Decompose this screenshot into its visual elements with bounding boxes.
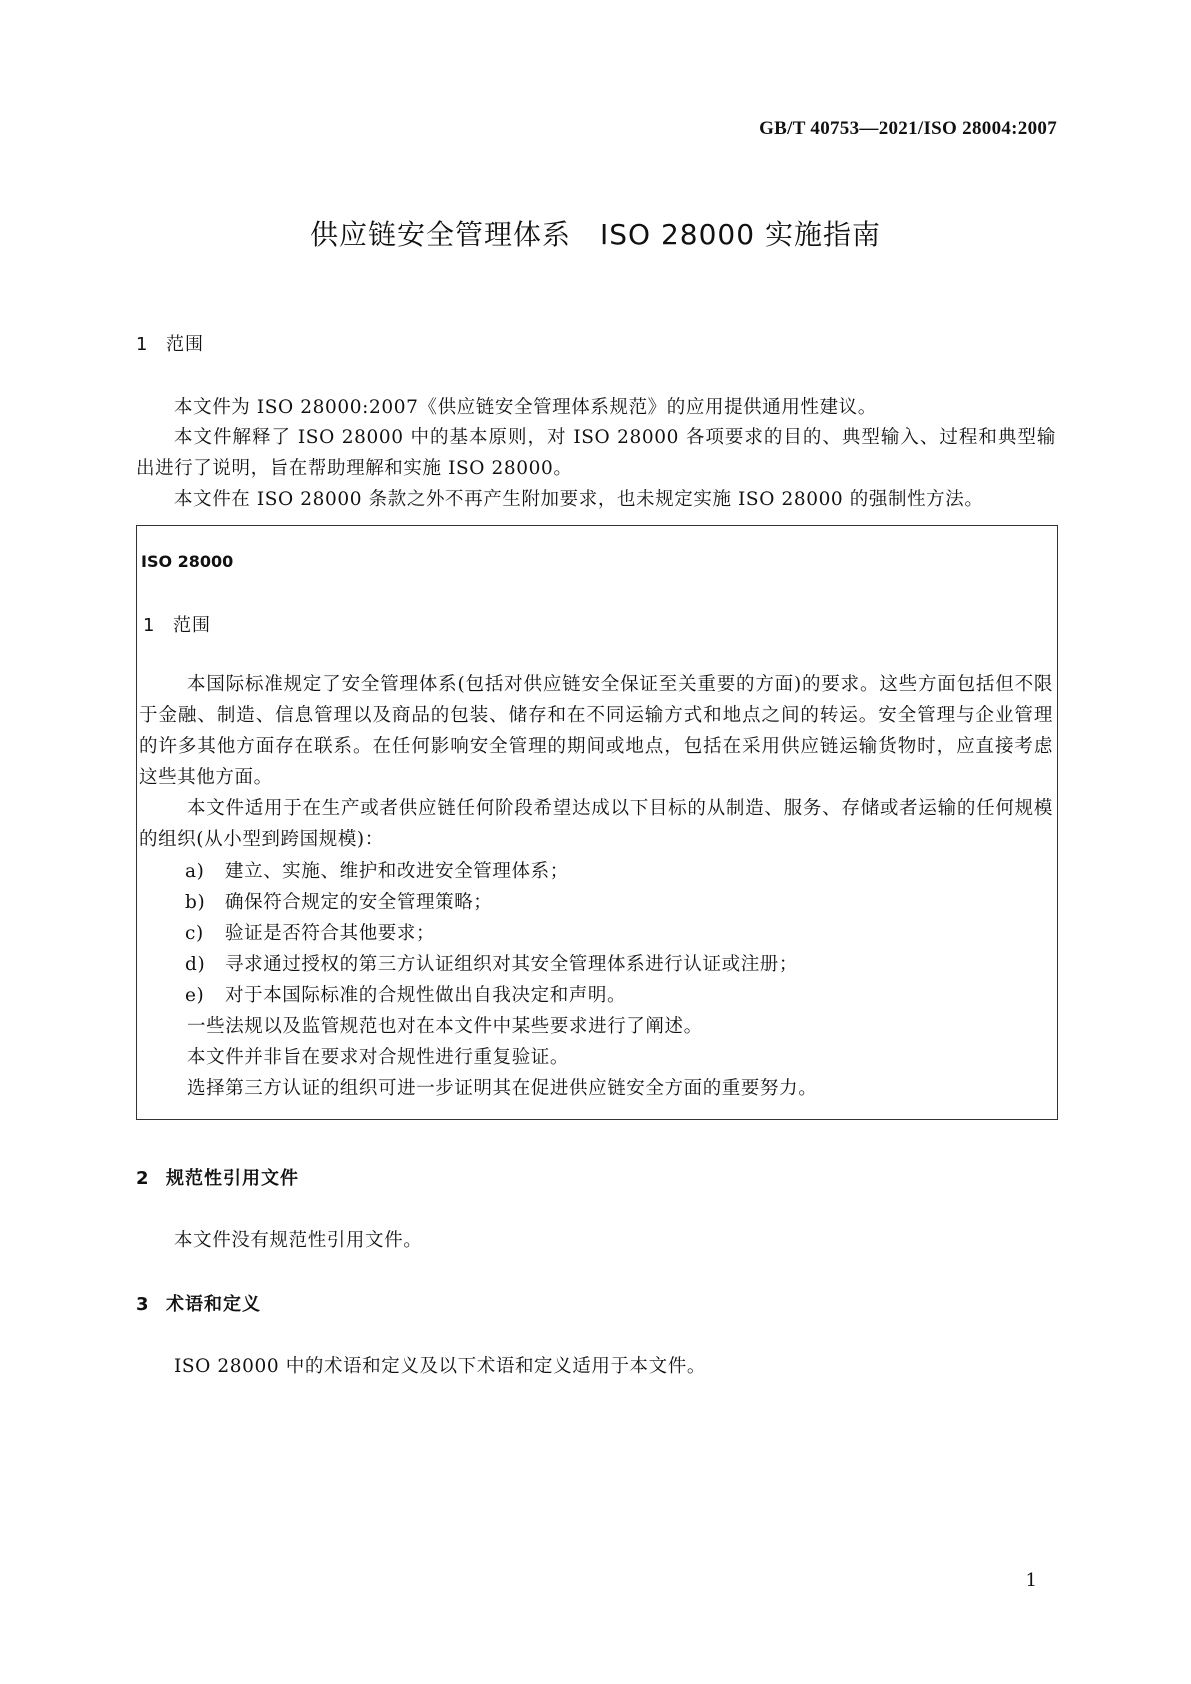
section-1-paragraph-2: 本文件解释了 ISO 28000 中的基本原则，对 ISO 28000 各项要求的目的、典型输入、过程和典型输出进行了说明，旨在帮助理解和实施 ISO 28000。	[136, 427, 1056, 479]
list-marker: c)	[185, 923, 204, 944]
section-3-paragraph: ISO 28000 中的术语和定义及以下术语和定义适用于本文件。	[174, 1356, 706, 1377]
list-marker: b)	[185, 892, 206, 913]
section-1-title: 范围	[166, 334, 204, 355]
section-2-title: 规范性引用文件	[166, 1168, 299, 1189]
list-item-text: 确保符合规定的安全管理策略；	[225, 892, 493, 913]
list-marker: e)	[185, 985, 205, 1006]
list-item	[185, 980, 798, 1011]
list-marker: d)	[185, 954, 206, 975]
document-code: GB/T 40753—2021/ISO 28004:2007	[759, 118, 1057, 139]
section-3-heading	[136, 1290, 261, 1316]
list-item	[185, 918, 798, 949]
iso-excerpt-line-3: 选择第三方认证的组织可进一步证明其在促进供应链安全方面的重要努力。	[187, 1078, 818, 1099]
list-item-text: 验证是否符合其他要求；	[225, 923, 436, 944]
section-1-paragraph-1: 本文件为 ISO 28000:2007《供应链安全管理体系规范》的应用提供通用性建议。	[174, 397, 877, 418]
document-title: 供应链安全管理体系 ISO 28000 实施指南	[310, 218, 881, 251]
iso-excerpt-objectives-list	[185, 856, 798, 1011]
list-item	[185, 887, 798, 918]
list-marker: a)	[185, 861, 205, 882]
list-item	[185, 949, 798, 980]
section-3-title: 术语和定义	[166, 1294, 261, 1315]
iso-excerpt-line-2: 本文件并非旨在要求对合规性进行重复验证。	[187, 1047, 570, 1068]
iso-excerpt-heading-number: 1	[143, 615, 156, 636]
list-item	[185, 856, 798, 887]
iso-excerpt-line-1: 一些法规以及监管规范也对在本文件中某些要求进行了阐述。	[187, 1016, 703, 1037]
iso-excerpt-label: ISO 28000	[141, 552, 234, 571]
section-2-heading	[136, 1164, 299, 1190]
iso-excerpt-box	[136, 525, 1058, 1120]
list-item-text: 建立、实施、维护和改进安全管理体系；	[225, 861, 569, 882]
section-2-paragraph: 本文件没有规范性引用文件。	[174, 1230, 423, 1251]
iso-excerpt-paragraph-2: 本文件适用于在生产或者供应链任何阶段希望达成以下目标的从制造、服务、存储或者运输的任何规模的组织(从小型到跨国规模)：	[139, 798, 1053, 850]
page-number: 1	[1025, 1570, 1037, 1591]
section-2-number: 2	[136, 1168, 150, 1189]
section-3-number: 3	[136, 1294, 150, 1315]
list-item-text: 对于本国际标准的合规性做出自我决定和声明。	[225, 985, 627, 1006]
section-1-number: 1	[136, 334, 149, 355]
iso-excerpt-paragraph-1: 本国际标准规定了安全管理体系(包括对供应链安全保证至关重要的方面)的要求。这些方面包括但不限于金融、制造、信息管理以及商品的包装、储存和在不同运输方式和地点之间的转运。安全管理与企业管理的许多其他方面存在联系。在任何影响安全管理的期间或地点，包括在采用供应链运输货物时，应直接考虑这些其他方面。	[139, 674, 1053, 788]
section-1-heading	[136, 330, 204, 356]
iso-excerpt-heading-title: 范围	[173, 615, 211, 636]
iso-excerpt-heading	[143, 611, 211, 637]
list-item-text: 寻求通过授权的第三方认证组织对其安全管理体系进行认证或注册；	[225, 954, 799, 975]
section-1-paragraph-3: 本文件在 ISO 28000 条款之外不再产生附加要求，也未规定实施 ISO 28000 的强制性方法。	[174, 489, 984, 510]
